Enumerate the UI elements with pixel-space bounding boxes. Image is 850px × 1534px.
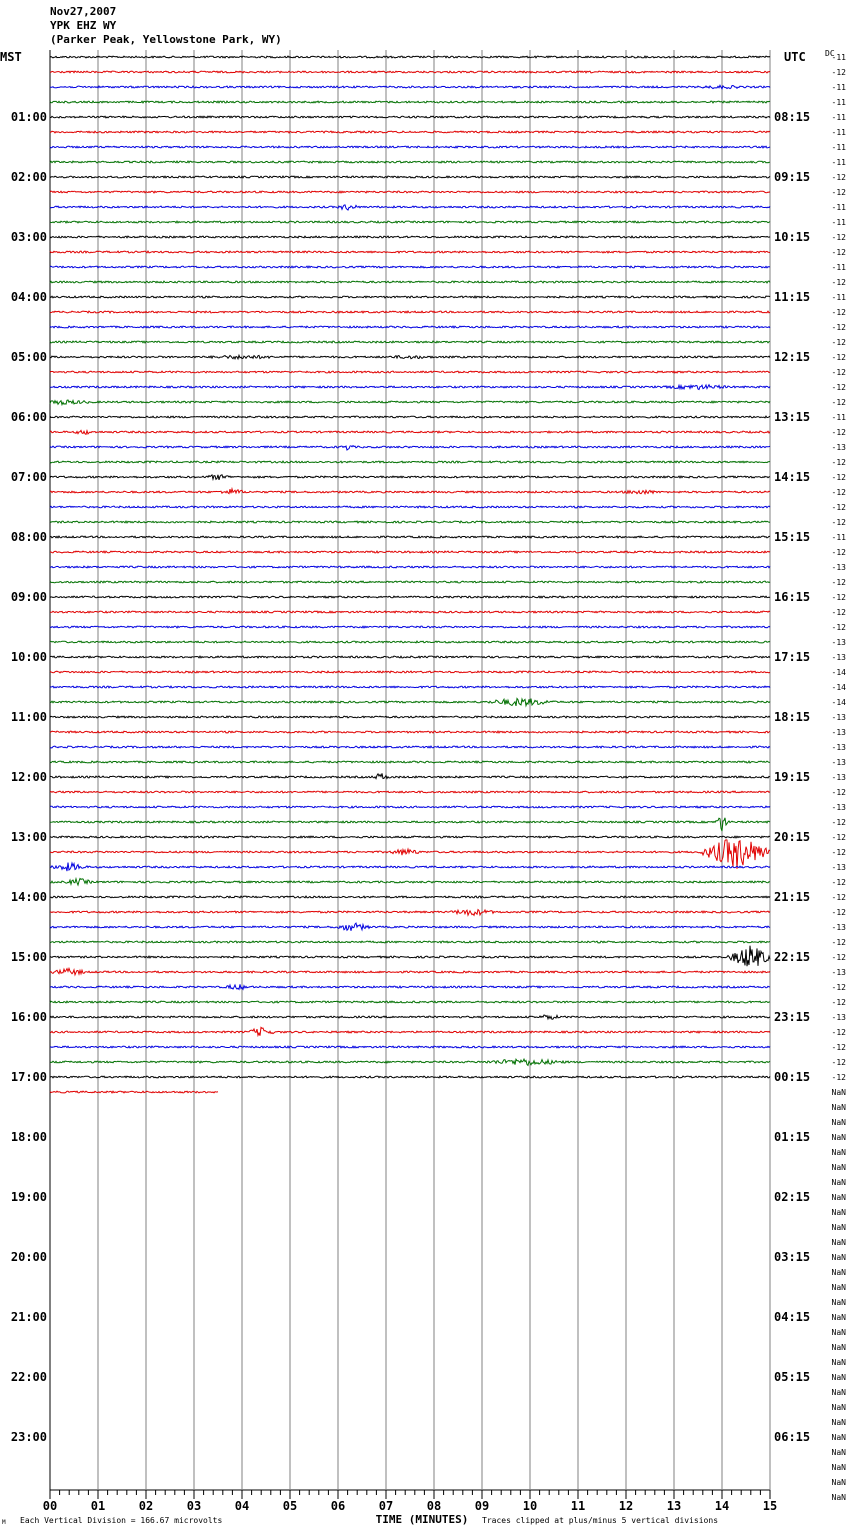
dc-offset-value: -12 <box>831 1073 846 1082</box>
right-hour-label: 14:15 <box>774 470 811 484</box>
seismic-trace <box>50 773 770 778</box>
right-hour-label: 01:15 <box>774 1130 811 1144</box>
dc-offset-value: NaN <box>831 1388 846 1397</box>
right-hour-label: 13:15 <box>774 410 811 424</box>
seismic-trace <box>50 176 770 178</box>
left-hour-label: 10:00 <box>10 650 47 664</box>
dc-offset-value: -13 <box>831 443 846 452</box>
right-hour-label: 15:15 <box>774 530 811 544</box>
dc-offset-value: NaN <box>831 1208 846 1217</box>
dc-offset-value: -12 <box>831 428 846 437</box>
right-hour-label: 02:15 <box>774 1190 811 1204</box>
left-hour-label: 23:00 <box>10 1430 47 1444</box>
dc-offset-value: NaN <box>831 1403 846 1412</box>
dc-offset-value: -12 <box>831 548 846 557</box>
dc-offset-value: -12 <box>831 473 846 482</box>
dc-offset-value: -12 <box>831 458 846 467</box>
dc-offset-value: -11 <box>831 83 846 92</box>
dc-offset-value: -13 <box>831 803 846 812</box>
corner-mark: M <box>2 1519 6 1526</box>
dc-offset-value: -12 <box>831 908 846 917</box>
seismic-trace <box>50 836 770 838</box>
dc-offset-value: NaN <box>831 1493 846 1502</box>
seismic-trace <box>50 205 770 210</box>
x-tick-label: 00 <box>42 1499 58 1513</box>
right-hour-label: 22:15 <box>774 950 811 964</box>
dc-offset-value: -13 <box>831 773 846 782</box>
seismic-trace <box>50 910 770 916</box>
seismic-trace <box>50 716 770 718</box>
right-hour-label: 04:15 <box>774 1310 811 1324</box>
dc-offset-value: NaN <box>831 1433 846 1442</box>
seismic-trace <box>50 806 770 808</box>
left-hour-label: 06:00 <box>10 410 47 424</box>
dc-offset-value: NaN <box>831 1133 846 1142</box>
left-hour-label: 09:00 <box>10 590 47 604</box>
seismic-trace <box>50 296 770 298</box>
dc-offset-value: -13 <box>831 563 846 572</box>
dc-offset-value: -12 <box>831 68 846 77</box>
right-hour-label: 05:15 <box>774 1370 811 1384</box>
dc-offset-value: -11 <box>831 158 846 167</box>
dc-offset-value: -11 <box>831 533 846 542</box>
seismic-trace <box>50 506 770 508</box>
right-hour-label: 17:15 <box>774 650 811 664</box>
dc-offset-value: -11 <box>831 53 846 62</box>
right-timezone-label: UTC <box>784 50 806 64</box>
seismic-trace <box>50 941 770 943</box>
right-hour-label: 18:15 <box>774 710 811 724</box>
seismic-trace <box>50 1091 218 1093</box>
dc-offset-value: NaN <box>831 1193 846 1202</box>
dc-offset-value: NaN <box>831 1418 846 1427</box>
left-timezone-label: MST <box>0 50 22 64</box>
seismic-trace <box>50 475 770 480</box>
dc-offset-value: NaN <box>831 1223 846 1232</box>
left-hour-label: 03:00 <box>10 230 47 244</box>
seismic-trace <box>50 236 770 238</box>
left-hour-label: 17:00 <box>10 1070 47 1084</box>
dc-offset-value: -13 <box>831 758 846 767</box>
seismic-trace <box>50 923 770 931</box>
dc-offset-value: -12 <box>831 833 846 842</box>
clip-note: Traces clipped at plus/minus 5 vertical divisions <box>482 1516 719 1525</box>
right-hour-label: 00:15 <box>774 1070 811 1084</box>
seismic-trace <box>50 984 770 989</box>
seismic-trace <box>50 968 770 974</box>
x-axis-title: TIME (MINUTES) <box>375 1513 469 1526</box>
left-hour-label: 04:00 <box>10 290 47 304</box>
seismic-trace <box>50 596 770 598</box>
x-tick-label: 10 <box>522 1499 538 1513</box>
left-hour-label: 12:00 <box>10 770 47 784</box>
dc-offset-value: -11 <box>831 143 846 152</box>
seismic-trace <box>50 146 770 148</box>
seismic-trace <box>50 699 770 706</box>
dc-offset-value: -13 <box>831 923 846 932</box>
seismic-trace <box>50 1059 770 1065</box>
dc-offset-value: -13 <box>831 1013 846 1022</box>
header-location: (Parker Peak, Yellowstone Park, WY) <box>50 33 282 46</box>
left-hour-label: 01:00 <box>10 110 47 124</box>
seismic-trace <box>50 341 770 343</box>
x-tick-label: 07 <box>378 1499 394 1513</box>
dc-offset-value: -12 <box>831 983 846 992</box>
dc-offset-value: -12 <box>831 338 846 347</box>
right-hour-label: 23:15 <box>774 1010 811 1024</box>
seismic-trace <box>50 1001 770 1003</box>
seismic-trace <box>50 946 770 967</box>
seismic-trace <box>50 656 770 658</box>
dc-offset-value: -12 <box>831 1058 846 1067</box>
dc-offset-value: NaN <box>831 1103 846 1112</box>
dc-offset-value: -12 <box>831 998 846 1007</box>
left-hour-label: 16:00 <box>10 1010 47 1024</box>
dc-offset-value: -11 <box>831 413 846 422</box>
seismic-trace <box>50 116 770 118</box>
seismic-trace <box>50 536 770 538</box>
x-tick-label: 01 <box>90 1499 106 1513</box>
dc-offset-value: -12 <box>831 893 846 902</box>
dc-offset-value: -12 <box>831 323 846 332</box>
dc-offset-value: -13 <box>831 968 846 977</box>
left-hour-label: 13:00 <box>10 830 47 844</box>
dc-offset-value: -14 <box>831 698 846 707</box>
seismic-trace <box>50 161 770 163</box>
seismic-trace <box>50 1046 770 1048</box>
x-tick-label: 03 <box>186 1499 202 1513</box>
x-tick-label: 13 <box>666 1499 682 1513</box>
seismic-trace <box>50 731 770 733</box>
header-station: YPK EHZ WY <box>50 19 117 32</box>
seismic-trace <box>50 355 770 359</box>
seismic-trace <box>50 489 770 494</box>
right-hour-label: 16:15 <box>774 590 811 604</box>
left-hour-label: 15:00 <box>10 950 47 964</box>
dc-offset-value: NaN <box>831 1148 846 1157</box>
seismic-trace <box>50 791 770 793</box>
dc-offset-value: NaN <box>831 1448 846 1457</box>
left-hour-label: 07:00 <box>10 470 47 484</box>
x-tick-label: 11 <box>570 1499 586 1513</box>
right-hour-label: 11:15 <box>774 290 811 304</box>
x-tick-label: 05 <box>282 1499 298 1513</box>
dc-offset-value: NaN <box>831 1178 846 1187</box>
seismic-trace <box>50 371 770 373</box>
seismic-trace <box>50 385 770 390</box>
seismic-trace <box>50 251 770 253</box>
dc-offset-value: NaN <box>831 1088 846 1097</box>
dc-offset-value: -12 <box>831 188 846 197</box>
dc-offset-value: -11 <box>831 113 846 122</box>
left-hour-label: 18:00 <box>10 1130 47 1144</box>
seismic-trace <box>50 266 770 268</box>
dc-offset-value: -12 <box>831 623 846 632</box>
seismic-trace <box>50 101 770 103</box>
dc-offset-value: -11 <box>831 98 846 107</box>
seismic-trace <box>50 416 770 418</box>
seismic-trace <box>50 761 770 763</box>
dc-offset-value: NaN <box>831 1238 846 1247</box>
left-hour-label: 21:00 <box>10 1310 47 1324</box>
right-hour-label: 08:15 <box>774 110 811 124</box>
dc-offset-value: -12 <box>831 848 846 857</box>
dc-offset-value: -11 <box>831 128 846 137</box>
scale-note: Each Vertical Division = 166.67 microvolts <box>20 1516 223 1525</box>
seismic-trace <box>50 71 770 73</box>
seismic-trace <box>50 671 770 673</box>
dc-offset-value: NaN <box>831 1478 846 1487</box>
right-hour-label: 21:15 <box>774 890 811 904</box>
x-tick-label: 06 <box>330 1499 346 1513</box>
x-tick-label: 14 <box>714 1499 730 1513</box>
dc-offset-value: NaN <box>831 1328 846 1337</box>
seismic-trace <box>50 840 770 869</box>
seismic-trace <box>50 326 770 328</box>
dc-offset-value: -12 <box>831 788 846 797</box>
seismic-trace <box>50 818 770 831</box>
right-hour-label: 03:15 <box>774 1250 811 1264</box>
dc-offset-value: -11 <box>831 218 846 227</box>
seismic-trace <box>50 85 770 89</box>
dc-offset-value: -11 <box>831 293 846 302</box>
seismic-trace <box>50 521 770 523</box>
dc-offset-value: -12 <box>831 368 846 377</box>
dc-offset-value: -12 <box>831 233 846 242</box>
seismic-trace <box>50 56 770 58</box>
seismic-trace <box>50 1027 770 1035</box>
dc-offset-value: NaN <box>831 1373 846 1382</box>
dc-offset-value: NaN <box>831 1463 846 1472</box>
dc-offset-value: -12 <box>831 248 846 257</box>
header-date: Nov27,2007 <box>50 5 117 18</box>
left-hour-label: 02:00 <box>10 170 47 184</box>
dc-offset-value: NaN <box>831 1163 846 1172</box>
seismic-trace <box>50 641 770 643</box>
dc-offset-value: -12 <box>831 503 846 512</box>
dc-offset-value: -14 <box>831 683 846 692</box>
seismic-trace <box>50 746 770 748</box>
seismic-trace <box>50 430 770 434</box>
x-tick-label: 12 <box>618 1499 634 1513</box>
seismic-trace <box>50 551 770 553</box>
seismic-trace <box>50 879 770 886</box>
dc-offset-value: NaN <box>831 1313 846 1322</box>
left-hour-label: 11:00 <box>10 710 47 724</box>
dc-offset-value: -12 <box>831 818 846 827</box>
dc-offset-value: -13 <box>831 653 846 662</box>
seismic-trace <box>50 446 770 450</box>
seismic-trace <box>50 686 770 688</box>
dc-offset-value: -13 <box>831 743 846 752</box>
dc-offset-value: -12 <box>831 398 846 407</box>
dc-offset-value: -12 <box>831 308 846 317</box>
dc-offset-value: -13 <box>831 713 846 722</box>
dc-offset-value: -12 <box>831 353 846 362</box>
dc-offset-value: -12 <box>831 593 846 602</box>
right-hour-label: 09:15 <box>774 170 811 184</box>
left-hour-label: 22:00 <box>10 1370 47 1384</box>
x-tick-label: 15 <box>762 1499 778 1513</box>
dc-offset-value: NaN <box>831 1253 846 1262</box>
left-hour-label: 19:00 <box>10 1190 47 1204</box>
dc-offset-value: -12 <box>831 953 846 962</box>
left-hour-label: 20:00 <box>10 1250 47 1264</box>
dc-offset-value: NaN <box>831 1268 846 1277</box>
seismic-trace <box>50 400 770 405</box>
dc-offset-value: -13 <box>831 638 846 647</box>
seismic-trace <box>50 191 770 193</box>
dc-offset-value: -12 <box>831 278 846 287</box>
seismic-trace <box>50 221 770 223</box>
seismic-trace <box>50 581 770 583</box>
seismic-trace <box>50 611 770 613</box>
left-hour-label: 14:00 <box>10 890 47 904</box>
seismic-trace <box>50 1015 770 1019</box>
seismic-trace <box>50 1076 770 1078</box>
dc-offset-value: -12 <box>831 878 846 887</box>
dc-offset-value: -12 <box>831 1028 846 1037</box>
dc-offset-value: NaN <box>831 1343 846 1352</box>
seismic-trace <box>50 131 770 133</box>
seismic-trace <box>50 863 770 872</box>
seismic-trace <box>50 281 770 283</box>
x-tick-label: 04 <box>234 1499 250 1513</box>
dc-offset-value: NaN <box>831 1358 846 1367</box>
dc-offset-value: -13 <box>831 863 846 872</box>
dc-offset-value: -11 <box>831 263 846 272</box>
dc-offset-value: -12 <box>831 518 846 527</box>
dc-header-label: DC <box>825 49 835 58</box>
dc-offset-value: -12 <box>831 488 846 497</box>
right-hour-label: 06:15 <box>774 1430 811 1444</box>
seismic-trace <box>50 626 770 628</box>
x-tick-label: 02 <box>138 1499 154 1513</box>
dc-offset-value: -12 <box>831 578 846 587</box>
dc-offset-value: NaN <box>831 1283 846 1292</box>
left-hour-label: 08:00 <box>10 530 47 544</box>
x-tick-label: 09 <box>474 1499 490 1513</box>
dc-offset-value: -12 <box>831 173 846 182</box>
dc-offset-value: -12 <box>831 383 846 392</box>
dc-offset-value: NaN <box>831 1298 846 1307</box>
right-hour-label: 19:15 <box>774 770 811 784</box>
right-hour-label: 12:15 <box>774 350 811 364</box>
seismic-trace <box>50 311 770 313</box>
seismic-trace <box>50 896 770 898</box>
dc-offset-value: -13 <box>831 728 846 737</box>
right-hour-label: 20:15 <box>774 830 811 844</box>
dc-offset-value: NaN <box>831 1118 846 1127</box>
dc-offset-value: -12 <box>831 608 846 617</box>
dc-offset-value: -12 <box>831 1043 846 1052</box>
x-tick-label: 08 <box>426 1499 442 1513</box>
left-hour-label: 05:00 <box>10 350 47 364</box>
dc-offset-value: -11 <box>831 203 846 212</box>
seismic-trace <box>50 461 770 463</box>
right-hour-label: 10:15 <box>774 230 811 244</box>
dc-offset-value: -12 <box>831 938 846 947</box>
dc-offset-value: -14 <box>831 668 846 677</box>
seismic-trace <box>50 566 770 568</box>
